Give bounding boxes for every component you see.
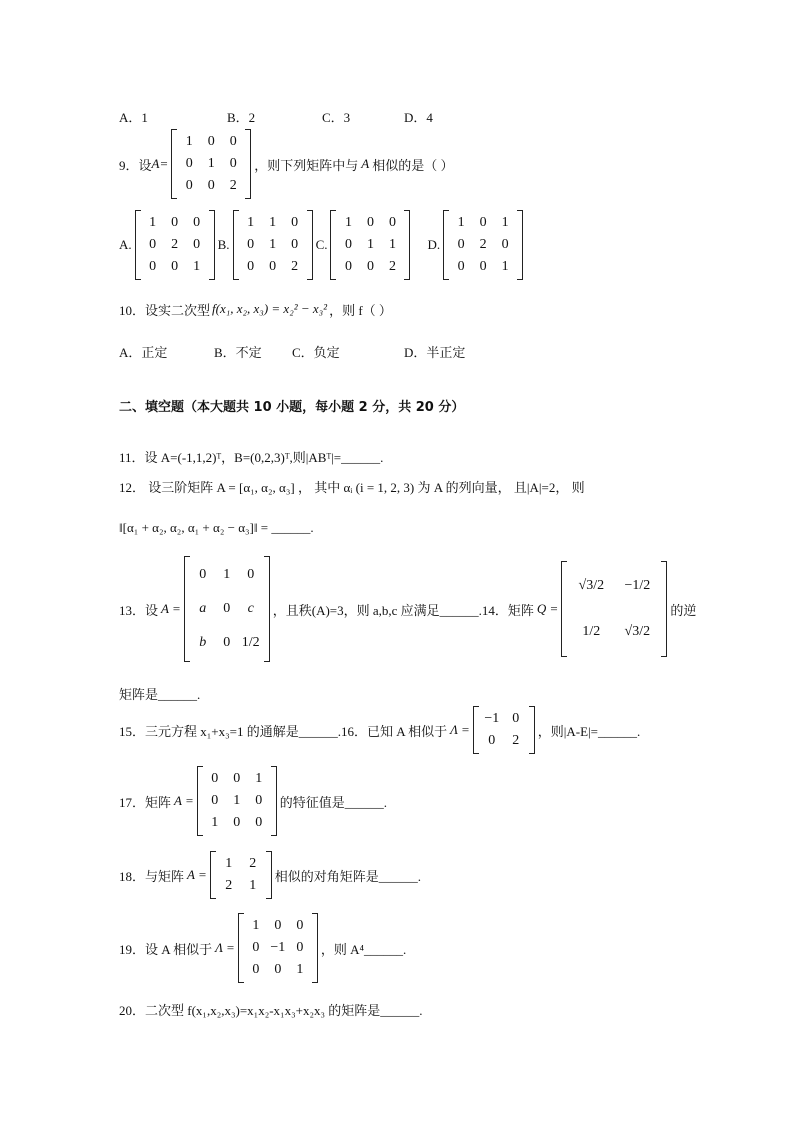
q15-question	[119, 707, 640, 753]
matrix-cell: 0	[296, 918, 304, 933]
q12-line1: 12． 设三阶矩阵 A = [α₁, α₂, α₃] ， 其中 αᵢ (i = 1, 2, 3) 为 A 的列向量， 且|A|=2， 则	[119, 480, 585, 495]
matrix-cell: 1	[193, 259, 201, 274]
matrix-cell: 1	[185, 134, 193, 149]
q13-var: A =	[161, 601, 181, 616]
q9-prefix: 9．设	[119, 157, 152, 173]
matrix-cell: 2	[512, 733, 520, 748]
matrix-cell: 0	[488, 733, 496, 748]
matrix-cell: 0	[149, 237, 157, 252]
q8-option-c: C．3	[322, 110, 351, 125]
q16-matrix	[473, 706, 535, 754]
matrix-cell: 0	[199, 567, 207, 582]
matrix-cell: 0	[457, 237, 465, 252]
matrix-cell: −1/2	[624, 578, 651, 593]
q9-option-d-label: D.	[427, 237, 441, 252]
matrix-cell: 1	[223, 567, 231, 582]
q10-prefix: 10．设实二次型	[119, 302, 211, 318]
matrix-cell: 1	[269, 215, 277, 230]
matrix-cell: 0	[274, 918, 282, 933]
matrix-cell: 0	[185, 178, 193, 193]
matrix-cell: −1	[270, 940, 286, 955]
q13-prefix: 13．设	[119, 602, 159, 618]
q9-option-a-matrix	[135, 210, 215, 280]
q9-matrix	[171, 129, 251, 199]
matrix-cell: 2	[291, 259, 299, 274]
matrix-cell: 0	[269, 259, 277, 274]
matrix-cell: 0	[291, 237, 299, 252]
matrix-cell: 0	[512, 711, 520, 726]
q18-matrix	[210, 851, 272, 899]
q8-option-b: B．2	[227, 110, 256, 125]
q13-matrix	[184, 556, 270, 662]
q9-option-a-label: A.	[119, 237, 132, 252]
matrix-cell: 1	[255, 771, 263, 786]
matrix-cell: 1	[225, 856, 233, 871]
q18-var: A =	[187, 867, 207, 882]
matrix-cell: 0	[501, 237, 509, 252]
matrix-cell: 1	[344, 215, 352, 230]
matrix-cell: 0	[366, 215, 374, 230]
matrix-cell: 1	[252, 918, 260, 933]
matrix-cell: 0	[344, 237, 352, 252]
matrix-cell: 0	[211, 793, 219, 808]
matrix-cell: 0	[149, 259, 157, 274]
matrix-cell: 2	[479, 237, 487, 252]
matrix-cell: 1/2	[582, 624, 601, 639]
matrix-cell: 1	[269, 237, 277, 252]
q14-var: Q =	[536, 601, 559, 616]
q10-option-d: D．半正定	[404, 345, 466, 360]
matrix-cell: 0	[255, 793, 263, 808]
matrix-cell: 0	[291, 215, 299, 230]
q16-suffix: ，则|A-E|=______.	[537, 723, 641, 739]
matrix-cell: 0	[207, 178, 215, 193]
q9-option-d-matrix	[443, 210, 523, 280]
q17-matrix	[197, 766, 277, 836]
matrix-cell: 1	[207, 156, 215, 171]
matrix-cell: 0	[233, 815, 241, 830]
matrix-cell: 2	[225, 878, 233, 893]
matrix-cell: 1	[247, 215, 255, 230]
matrix-cell: 1	[388, 237, 396, 252]
q8-option-d: D．4	[404, 110, 433, 125]
matrix-cell: 1	[233, 793, 241, 808]
matrix-cell: 1	[501, 259, 509, 274]
q14-suffix: 的逆	[670, 602, 697, 618]
matrix-cell: 0	[255, 815, 263, 830]
q11-question: 11．设 A=(-1,1,2)ᵀ，B=(0,2,3)ᵀ,则|ABᵀ|=______.	[119, 450, 384, 465]
q10-option-a: A．正定	[119, 345, 168, 360]
matrix-cell: 0	[229, 156, 237, 171]
q10-question	[119, 298, 392, 320]
matrix-cell: 1	[457, 215, 465, 230]
q19-prefix: 19．设 A 相似于	[119, 941, 213, 957]
q9-options	[119, 210, 526, 280]
q14-continuation: 矩阵是______.	[119, 687, 201, 702]
q10-formula: f(x₁, x₂, x₃) = x₂² − x₃²	[212, 301, 328, 316]
q16-var: Λ =	[450, 722, 470, 737]
matrix-cell: 0	[247, 567, 255, 582]
q10-option-c: C．负定	[292, 345, 340, 360]
matrix-cell: a	[199, 601, 207, 616]
matrix-cell: 0	[171, 215, 179, 230]
matrix-cell: 2	[229, 178, 237, 193]
matrix-cell: 0	[296, 940, 304, 955]
matrix-cell: 1	[501, 215, 509, 230]
matrix-cell: 0	[479, 259, 487, 274]
q9-var: A=	[151, 156, 169, 171]
matrix-cell: 0	[457, 259, 465, 274]
matrix-cell: 2	[249, 856, 257, 871]
q9-text: ，则下列矩阵中与	[254, 157, 359, 173]
matrix-cell: 0	[193, 237, 201, 252]
matrix-cell: 0	[247, 237, 255, 252]
matrix-cell: 1	[149, 215, 157, 230]
q9-option-b-matrix	[233, 210, 313, 280]
matrix-cell: 0	[211, 771, 219, 786]
matrix-cell: 0	[229, 134, 237, 149]
section-heading: 二、填空题（本大题共 10 小题，每小题 2 分，共 20 分）	[119, 400, 465, 415]
q17-prefix: 17．矩阵	[119, 794, 172, 810]
matrix-cell: 0	[233, 771, 241, 786]
matrix-cell: 0	[223, 635, 231, 650]
matrix-cell: 0	[207, 134, 215, 149]
matrix-cell: c	[247, 601, 254, 616]
q18-suffix: 相似的对角矩阵是______.	[274, 868, 422, 884]
q18-question	[119, 852, 421, 898]
matrix-cell: 1	[249, 878, 257, 893]
matrix-cell: 2	[171, 237, 179, 252]
q15-text: 15．三元方程 x₁+x₃=1 的通解是______.16．已知 A 相似于	[119, 723, 448, 739]
q13-question	[119, 556, 696, 662]
q9-question	[119, 130, 453, 198]
matrix-cell: 1/2	[241, 635, 260, 650]
matrix-cell: 0	[479, 215, 487, 230]
matrix-cell: 0	[171, 259, 179, 274]
matrix-cell: 0	[185, 156, 193, 171]
q9-option-c-label: C.	[315, 237, 328, 252]
q19-question	[119, 913, 406, 983]
matrix-cell: 0	[366, 259, 374, 274]
matrix-cell: √3/2	[578, 578, 605, 593]
q14-matrix	[561, 561, 667, 657]
q10-option-b: B．不定	[214, 345, 262, 360]
matrix-cell: 0	[193, 215, 201, 230]
matrix-cell: 0	[252, 940, 260, 955]
matrix-cell: 0	[388, 215, 396, 230]
matrix-cell: −1	[484, 711, 500, 726]
q9-var2: A	[361, 156, 370, 171]
matrix-cell: 0	[252, 962, 260, 977]
matrix-cell: √3/2	[624, 624, 651, 639]
matrix-cell: 0	[223, 601, 231, 616]
matrix-cell: 1	[366, 237, 374, 252]
q17-var: A =	[174, 793, 194, 808]
q13-text: ，且秩(A)=3，则 a,b,c 应满足______.14．矩阵	[272, 602, 534, 618]
matrix-cell: 1	[296, 962, 304, 977]
q10-suffix: ，则 f（ ）	[329, 302, 392, 318]
q20-question: 20．二次型 f(x₁,x₂,x₃)=x₁x₂-x₁x₃+x₂x₃ 的矩阵是______.	[119, 1003, 423, 1018]
q19-var: Λ =	[215, 940, 235, 955]
matrix-cell: 2	[388, 259, 396, 274]
q12-line2: ‖[α₁ + α₂, α₂, α₁ + α₂ − α₃]‖ = ______.	[119, 520, 314, 535]
q17-suffix: 的特征值是______.	[279, 794, 388, 810]
q17-question	[119, 766, 387, 836]
matrix-cell: 0	[274, 962, 282, 977]
q9-text2: 相似的是（ ）	[372, 157, 454, 173]
q8-option-a: A．1	[119, 110, 148, 125]
q18-prefix: 18．与矩阵	[119, 868, 185, 884]
matrix-cell: 1	[211, 815, 219, 830]
q19-matrix	[238, 913, 318, 983]
q9-option-c-matrix	[330, 210, 410, 280]
q19-suffix: ，则 A⁴______.	[320, 941, 407, 957]
q9-option-b-label: B.	[217, 237, 230, 252]
matrix-cell: 0	[344, 259, 352, 274]
matrix-cell: b	[199, 635, 207, 650]
matrix-cell: 0	[247, 259, 255, 274]
